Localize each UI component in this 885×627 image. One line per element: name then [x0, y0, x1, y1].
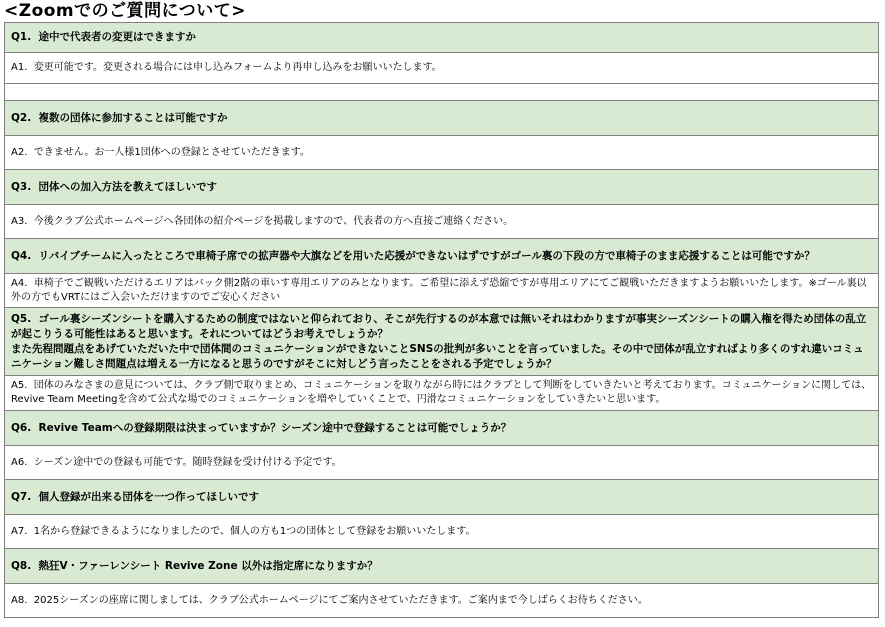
question-row — [5, 411, 878, 446]
blank-row — [5, 84, 878, 101]
question-row — [5, 308, 878, 376]
answer-text: A1. 変更可能です。変更される場合には申し込みフォームより再申し込みをお願いいたします。 — [11, 62, 442, 73]
question-text: Q3. 団体への加入方法を教えてほしいです — [11, 180, 218, 193]
question-text: Q1. 途中で代表者の変更はできますか — [11, 31, 197, 43]
answer-row — [5, 376, 878, 411]
question-row — [5, 170, 878, 205]
question-text: Q4. リバイブチームに入ったところで車椅子席での拡声器や大旗などを用いた応援ができないはずですがゴール裏の下段の方で車椅子のまま応援することは可能ですか？ — [11, 249, 815, 262]
answer-row — [5, 136, 878, 170]
answer-row — [5, 205, 878, 239]
answer-row — [5, 515, 878, 549]
page-title: <Zoomでのご質問について> — [4, 1, 247, 21]
question-row — [5, 239, 878, 274]
question-row — [5, 480, 878, 515]
answer-row — [5, 584, 878, 618]
answer-text: A2. できません。お一人様1団体への登録とさせていただきます。 — [11, 146, 310, 158]
answer-text: A6. シーズン途中での登録も可能です。随時登録を受け付ける予定です。 — [11, 456, 342, 468]
question-text: Q8. 熱狂V・ファーレンシート Revive Zone 以外は指定席になりますか？ — [11, 559, 378, 572]
answer-row — [5, 53, 878, 84]
answer-text: A3. 今後クラブ公式ホームページへ各団体の紹介ページを掲載しますので、代表者の方へ直接ご連絡ください。 — [11, 215, 514, 227]
answer-text: A5. 団体のみなさまの意見については、クラブ側で取りまとめ、コミュニケーションを取りながら時にはクラブとして判断をしていきたいと考えております。コミュニケーションに関しては、Revive Team Meetingを含めて公式な場でのコミュニケーションを増やしていくことで、円滑なコミュニケーションをしていきたいと思います。 — [11, 380, 872, 405]
question-text: Q6. Revive Teamへの登録期限は決まっていますか？シーズン途中で登録することは可能でしょうか？ — [11, 421, 512, 434]
question-row — [5, 101, 878, 136]
answer-row — [5, 446, 878, 480]
question-text: Q7. 個人登録が出来る団体を一つ作ってほしいです — [11, 490, 260, 503]
question-text: Q5. ゴール裏シーズンシートを購入するための制度ではないと仰られており、そこが先行するのが本意では無いそれはわかりますが事実シーズンシートの購入権を得ため団体の乱立が起こりうる可能性はあると思います。それについてはどうお考えでしょうか？ また先程問題点をあげていただいた中で団体間のコミュニケーションができないことSNSの批判が多いことを言っていました。その中で団体が乱立すればより多くのすれ違いコミュニケーション難しさ問題点は増える一方になると思うのですがそこに対しどう言ったことをされる予定でしょうか？ — [11, 312, 867, 370]
answer-text: A7. 1名から登録できるようになりましたので、個人の方も1つの団体として登録をお願いいたします。 — [11, 525, 476, 537]
question-row — [5, 549, 878, 584]
answer-row — [5, 274, 878, 308]
question-row — [5, 22, 878, 53]
answer-text: A4. 車椅子でご観戦いただけるエリアはバック側2階の車いす専用エリアのみとなります。ご希望に添えず恐縮ですが専用エリアにてご観戦いただきますようお願いいたします。※ゴール裏以外の方でもVRTにはご入会いただけますのでご安心ください — [11, 277, 867, 303]
faq-table — [4, 22, 879, 618]
question-text: Q2. 複数の団体に参加することは可能ですか — [11, 111, 228, 124]
answer-text: A8. 2025シーズンの座席に関しましては、クラブ公式ホームページにてご案内させていただきます。ご案内まで今しばらくお待ちください。 — [11, 594, 648, 606]
